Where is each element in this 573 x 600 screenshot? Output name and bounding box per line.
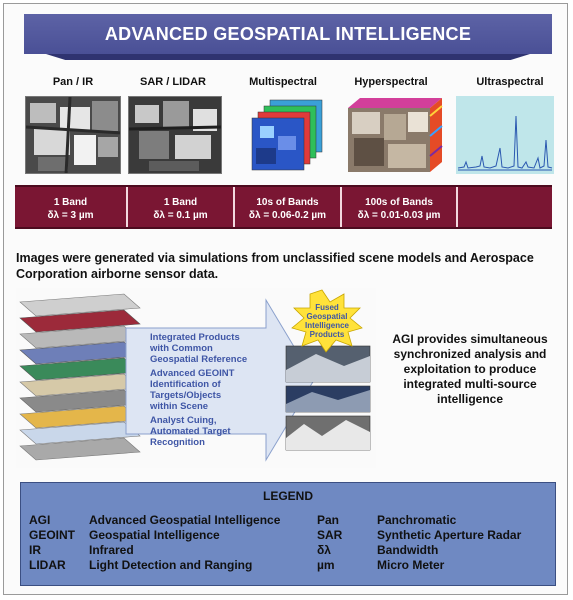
band-info-row (15, 185, 552, 229)
column-title-multispectral: Multispectral (249, 76, 317, 88)
legend-meaning: Micro Meter (377, 558, 445, 572)
starburst-text-line: Products (309, 330, 345, 339)
hyperspectral-data-cube (346, 96, 444, 174)
legend-meaning: Light Detection and Ranging (89, 558, 253, 572)
band-count: 1 Band (163, 197, 198, 208)
starburst-text-line: Geospatial (306, 312, 348, 321)
column-title-sar-lidar: SAR / LIDAR (140, 76, 206, 88)
column-title-ultraspectral: Ultraspectral (476, 76, 544, 88)
legend-abbr: AGI (29, 513, 51, 527)
agi-description-line: AGI provides simultaneous (392, 332, 548, 346)
legend-meaning: Panchromatic (377, 513, 457, 527)
band-resolution: δλ = 0.06-0.2 µm (248, 210, 327, 221)
source-caption: Images were generated via simulations from unclassified scene models and Aerospace Corporation airborne sensor data. (16, 251, 534, 281)
arrow-text-line: with Common (150, 343, 213, 354)
starburst-text-line: Fused (315, 303, 339, 312)
agi-description-line: intelligence (436, 392, 504, 406)
arrow-text-line: Advanced GEOINT (150, 368, 235, 379)
column-title-pan-ir: Pan / IR (52, 76, 94, 88)
legend-abbr: GEOINT (29, 528, 76, 542)
fusion-diagram-graphic (16, 288, 376, 468)
ultraspectral-spectrum-plot (456, 96, 554, 174)
band-cell-pan-ir (15, 187, 128, 227)
legend-title: LEGEND (262, 489, 313, 503)
multispectral-image-stack (240, 96, 330, 174)
agi-description (382, 332, 558, 407)
arrow-text-line: Analyst Cuing, (150, 415, 217, 426)
legend-abbr: Pan (317, 513, 340, 527)
legend-abbr: LIDAR (29, 558, 66, 572)
arrow-text-line: Targets/Objects (150, 390, 222, 401)
agi-description-line: exploitation to produce (403, 362, 537, 376)
arrow-text-line: Integrated Products (150, 332, 240, 343)
legend-abbr: SAR (317, 528, 343, 542)
band-resolution: δλ = 0.1 µm (153, 210, 208, 221)
band-resolution: δλ = 0.01-0.03 µm (357, 210, 441, 221)
arrow-text-line: Geospatial Reference (150, 354, 248, 365)
band-count: 10s of Bands (256, 197, 319, 208)
legend-meaning: Bandwidth (377, 543, 439, 557)
agi-description-line: synchronized analysis and (393, 347, 547, 361)
legend-abbr: µm (317, 558, 335, 572)
band-cell-ultraspectral (458, 187, 552, 227)
page-title: ADVANCED GEOSPATIAL INTELLIGENCE (104, 24, 472, 44)
legend-meaning: Infrared (89, 543, 134, 557)
arrow-text-line: Recognition (150, 437, 205, 448)
band-count: 100s of Bands (365, 197, 433, 208)
band-count: 1 Band (53, 197, 88, 208)
pan-ir-image (25, 96, 121, 174)
legend-abbr: δλ (317, 543, 331, 557)
image-layer-stack (20, 294, 140, 460)
sar-lidar-image (128, 96, 222, 174)
arrow-text-line: within Scene (150, 401, 209, 412)
legend-abbr: IR (29, 543, 41, 557)
column-title-hyperspectral: Hyperspectral (354, 76, 428, 88)
arrow-text-line: Automated Target (150, 426, 231, 437)
band-cell-multispectral (235, 187, 342, 227)
banner-shadow (46, 54, 530, 60)
band-resolution: δλ = 3 µm (47, 210, 94, 221)
starburst-text-line: Intelligence (304, 321, 350, 330)
legend-meaning: Advanced Geospatial Intelligence (89, 513, 281, 527)
arrow-text-line: Identification of (150, 379, 221, 390)
band-cell-sar-lidar (128, 187, 235, 227)
agi-description-line: integrated multi-source (403, 377, 537, 391)
fusion-diagram (16, 288, 376, 468)
legend-meaning: Synthetic Aperture Radar (377, 528, 522, 542)
title-banner (24, 14, 552, 58)
legend-meaning: Geospatial Intelligence (89, 528, 220, 542)
legend-box (20, 482, 556, 586)
band-cell-hyperspectral (342, 187, 458, 227)
